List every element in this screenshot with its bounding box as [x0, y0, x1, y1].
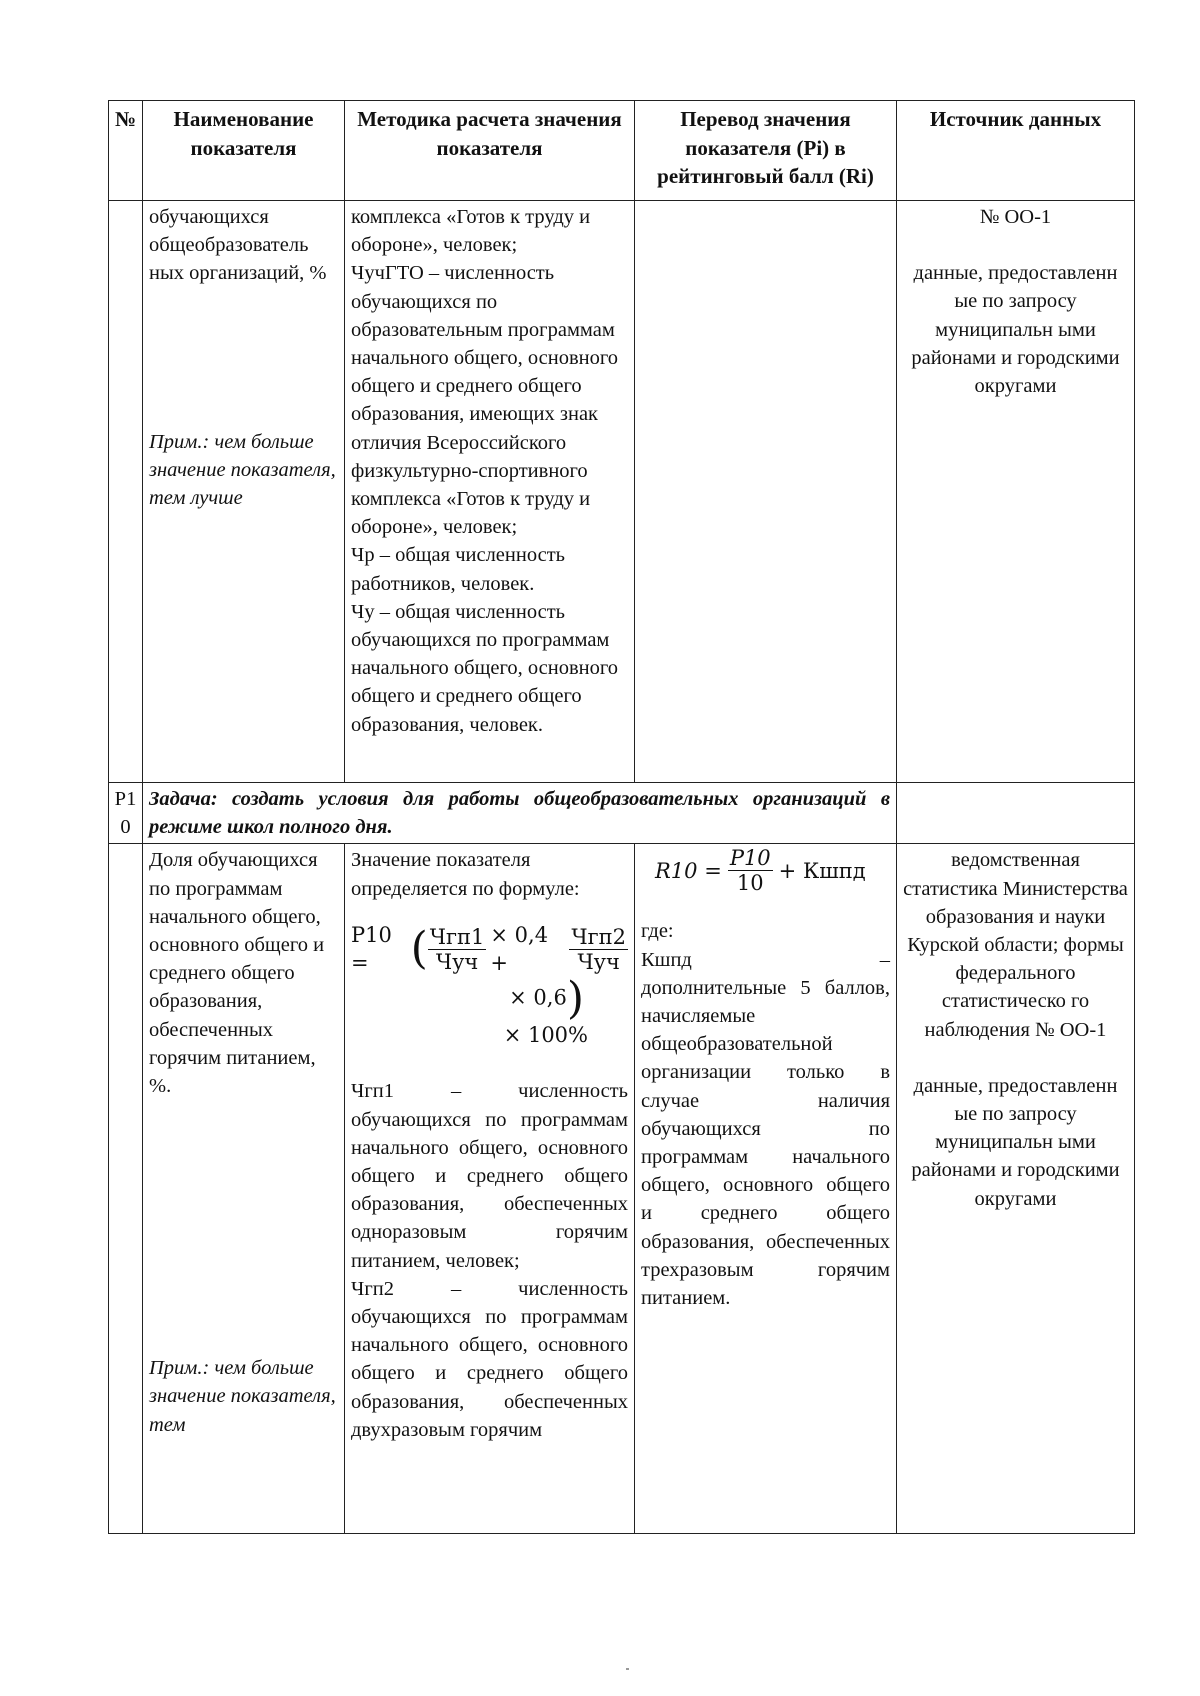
- row-number-cell: [109, 201, 143, 783]
- fraction-numerator: Чгп1: [429, 924, 485, 949]
- term-kshpd: Кшпд: [641, 948, 692, 971]
- formula-fraction: [728, 846, 773, 895]
- formula-weight-1: × 0,4 +: [490, 922, 549, 976]
- fraction-denominator: Чуч: [577, 949, 620, 974]
- formula-percent: × 100%: [503, 1023, 588, 1048]
- header-rating-conversion: Перевод значения показателя (Pi) в рейтинговый балл (Ri): [635, 101, 897, 201]
- indicator-table: [108, 100, 1135, 1534]
- fraction-denominator: Чуч: [435, 949, 479, 974]
- term-dash: –: [879, 948, 890, 971]
- term-dash: –: [450, 1080, 462, 1103]
- indicator-note: Прим.: чем больше значение показателя, тем: [149, 1357, 336, 1436]
- indicator-name: Доля обучающихся по программам начального общего, основного общего и среднего общего образования, обеспеченных горячим питанием, %.: [149, 849, 325, 1098]
- fraction-denominator: 10: [736, 871, 764, 896]
- term-label: численность: [518, 1277, 628, 1300]
- header-data-source: Источник данных: [897, 101, 1135, 201]
- data-source-statistics: ведомственная статистика Министерства образования и науки Курской области; формы федерального статистическо го наблюдения № ОО-1: [903, 849, 1128, 1041]
- table-row: [109, 844, 1135, 1534]
- task-row: [109, 783, 1135, 844]
- term-dash: –: [450, 1277, 462, 1300]
- header-indicator-name: Наименование показателя: [143, 101, 345, 201]
- method-intro: Значение показателя определяется по формуле:: [351, 849, 580, 900]
- table-header-row: [109, 101, 1135, 201]
- data-source-cell: [897, 844, 1135, 1534]
- data-source-form: № ОО-1: [979, 206, 1052, 228]
- definition-chgp2-head: [351, 1275, 628, 1303]
- indicator-note: Прим.: чем больше значение показателя, тем лучше: [149, 430, 336, 510]
- data-source-request: данные, предоставленн ые по запросу муниципальн ыми районами и городскими округами: [911, 262, 1120, 398]
- indicator-name-cell: [143, 844, 345, 1534]
- task-text: Задача: создать условия для работы общеобразовательных организаций в режиме школ полного дня.: [143, 783, 897, 844]
- formula-weight-2: × 0,6: [509, 985, 567, 1010]
- indicator-name-cell: [143, 201, 345, 783]
- score-term-head: [641, 946, 890, 974]
- table-row: [109, 201, 1135, 783]
- calculation-method-cell: комплекса «Готов к труду и обороне», человек; ЧучГТО – численность обучающихся по образовательным программам начального общего, основного общего и среднего общего образования, имеющих знак отличия Всероссийского физкультурно-спортивного комплекса «Готов к труду и обороне», человек; Чр – общая численность работников, человек. Чу – общая численность обучающихся по программам начального общего, основного общего и среднего общего образования, человек.: [345, 201, 635, 783]
- task-source-cell: [897, 783, 1135, 844]
- fraction-numerator: P10: [729, 846, 771, 871]
- calculation-method-cell: [345, 844, 635, 1534]
- term-chgp2: Чгп2: [351, 1277, 394, 1300]
- score-description: дополнительные 5 баллов, начисляемые общеобразовательной организации только в случае наличия обучающихся по программам начального общего, основного общего и среднего общего образования, обеспеченных трехразовым горячим питанием.: [641, 976, 890, 1310]
- header-calculation-method: Методика расчета значения показателя: [345, 101, 635, 201]
- scan-speck: [626, 1668, 629, 1670]
- term-label: численность: [518, 1080, 628, 1103]
- formula-fraction-1: [428, 925, 487, 974]
- formula-fraction-2: [569, 925, 628, 974]
- definition-chgp1-body: обучающихся по программам начального общего, основного общего и среднего общего образования, обеспеченных одноразовым горячим питанием, человек;: [351, 1108, 628, 1272]
- indicator-name: обучающихся общеобразователь ных организаций, %: [149, 206, 327, 285]
- score-where: где:: [641, 920, 674, 943]
- formula-lhs: R10 =: [655, 858, 722, 883]
- rating-conversion-cell: [635, 201, 897, 783]
- definition-chgp2-body: обучающихся по программам начального общего, основного общего и среднего общего образования, обеспеченных двухразовым горячим: [351, 1306, 628, 1441]
- formula-rhs: + Кшпд: [778, 858, 866, 883]
- formula-close-paren: ): [566, 973, 584, 1025]
- r10-formula: [641, 846, 890, 895]
- rating-conversion-cell: [635, 844, 897, 1534]
- formula-lhs: Р10 =: [351, 922, 392, 976]
- data-source-request: данные, предоставленн ые по запросу муниципальн ыми районами и городскими округами: [911, 1074, 1120, 1210]
- data-source-cell: [897, 201, 1135, 783]
- p10-formula: [351, 921, 628, 1050]
- formula-open-paren: (: [410, 923, 428, 975]
- task-number: Р1 0: [109, 783, 143, 844]
- term-chgp1: Чгп1: [351, 1080, 394, 1103]
- header-number: №: [109, 101, 143, 201]
- definition-chgp1-head: [351, 1077, 628, 1105]
- row-number-cell: [109, 844, 143, 1534]
- fraction-numerator: Чгп2: [571, 924, 626, 949]
